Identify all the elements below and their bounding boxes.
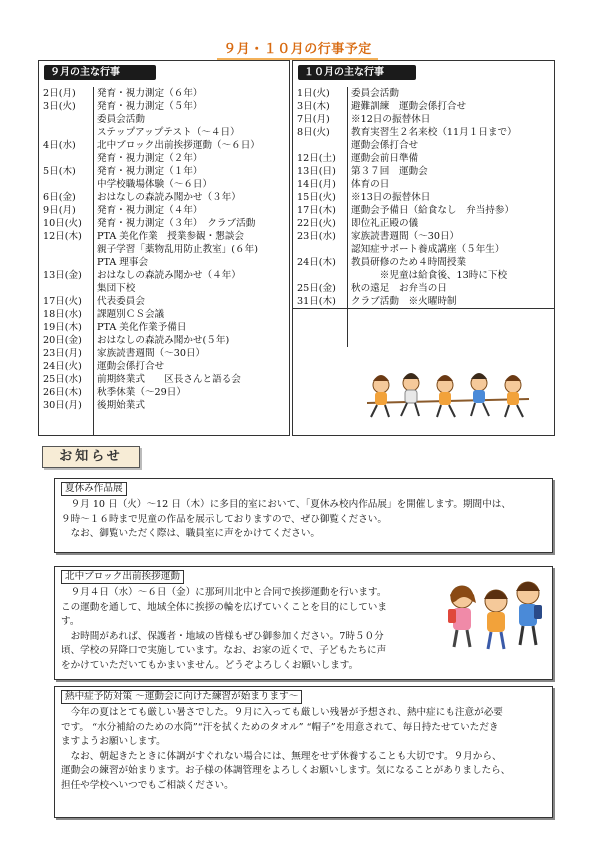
schedule-row [293, 100, 554, 113]
schedule-row [39, 243, 289, 256]
schedule-date: 31日(木) [297, 296, 336, 307]
schedule-row [39, 100, 289, 113]
schedule-event: 認知症サポート養成講座（５年生） [351, 244, 505, 255]
schedule-row [39, 399, 289, 412]
child-figure-girl [448, 586, 476, 647]
child-figure-3 [437, 375, 455, 417]
notice-label: 北中ブロック出前挨拶運動 [61, 570, 184, 584]
schedule-date: 24日(火) [43, 361, 82, 372]
schedule-event: PTA 美化作業予備日 [97, 322, 187, 333]
schedule-row [39, 282, 289, 295]
schedule-row [39, 191, 289, 204]
schedule-event: 体育の日 [351, 179, 390, 190]
schedule-row [39, 126, 289, 139]
schedule-date: 20日(金) [43, 335, 82, 346]
page-title: ９月・１０月の行事予定 [0, 38, 595, 57]
schedule-row [293, 152, 554, 165]
schedule-event: おはなしの森読み聞かせ（４年） [97, 270, 241, 281]
schedule-date: 22日(火) [297, 218, 336, 229]
schedule-row [293, 295, 554, 308]
september-schedule [38, 60, 290, 436]
schedule-event: 発育・視力測定（１年） [97, 166, 203, 177]
schedule-date: 3日(木) [297, 101, 330, 112]
september-header: ９月の主な行事 [44, 65, 156, 80]
schedule-date: 23日(月) [43, 348, 82, 359]
schedule-date: 3日(火) [43, 101, 76, 112]
schedule-event: 中学校職場体験（～６日） [97, 179, 213, 190]
schedule-event: 委員会活動 [351, 88, 399, 99]
schedule-row [293, 256, 554, 269]
schedule-row [39, 256, 289, 269]
schedule-row [293, 204, 554, 217]
schedule-row [39, 178, 289, 191]
schedule-date: 17日(火) [43, 296, 82, 307]
schedule-row [39, 334, 289, 347]
schedule-event: 教員研修のため４時間授業 [351, 257, 467, 268]
october-rows [293, 87, 554, 308]
schedule-event: クラブ活動 ※火曜時制 [351, 296, 457, 307]
schedule-row [293, 269, 554, 282]
schedule-row [39, 269, 289, 282]
schedule-row [39, 165, 289, 178]
tug-of-war-illustration [363, 361, 533, 421]
schedule-date: 30日(月) [43, 400, 82, 411]
schedule-event: 即位礼正殿の儀 [351, 218, 419, 229]
schedule-event: PTA 理事会 [97, 257, 149, 268]
schedule-event: 避難訓練 運動会係打合せ [351, 101, 467, 112]
schedule-row [293, 217, 554, 230]
schedule-event: 前期終業式 区長さんと語る会 [97, 374, 241, 385]
schedule-row [293, 178, 554, 191]
schedule-row [39, 295, 289, 308]
schedule-row [293, 230, 554, 243]
schedule-event: 発育・視力測定（５年） [97, 101, 203, 112]
schedule-date: 25日(金) [297, 283, 336, 294]
schedule-event: ステップアップテスト（～４日） [97, 127, 240, 138]
child-figure-2 [401, 373, 419, 416]
notice-label: 夏休み作品展 [61, 482, 127, 496]
schedule-event: 親子学習「薬物乱用防止教室」(６年) [97, 244, 258, 255]
september-rows [39, 87, 289, 412]
schedule-row [39, 87, 289, 100]
schedule-event: 課題別ＣＳ会議 [97, 309, 165, 320]
schedule-row [293, 139, 554, 152]
schedule-row [293, 126, 554, 139]
schedule-date: 26日(木) [43, 387, 82, 398]
schedule-date: 2日(月) [43, 88, 76, 99]
schedule-event: 発育・視力測定（３年） クラブ活動 [97, 218, 256, 229]
schedule-event: 秋季休業（～29日） [97, 387, 186, 398]
child-figure-1 [371, 375, 389, 417]
notice-box-exhibition [54, 478, 553, 553]
schedule-event: 発育・視力測定（６年） [97, 88, 203, 99]
schedule-row [39, 360, 289, 373]
schedule-date: 6日(金) [43, 192, 76, 203]
schedule-row [39, 204, 289, 217]
schedule-date: 23日(水) [297, 231, 336, 242]
schedule-row [39, 321, 289, 334]
schedule-event: 運動会予備日（給食なし 弁当持参） [351, 205, 515, 216]
schedule-date: 13日(金) [43, 270, 82, 281]
schedule-event: PTA 美化作業 授業参観・懇談会 [97, 231, 245, 242]
schedule-event: ※12日の振替休日 [351, 114, 431, 125]
schedule-row [293, 243, 554, 256]
schedule-row [293, 191, 554, 204]
child-figure-boy-orange [484, 590, 508, 649]
schedule-event: 発育・視力測定（４年） [97, 205, 203, 216]
october-schedule [292, 60, 555, 436]
schedule-event: 後期始業式 [97, 400, 145, 411]
notice-text: 今年の夏はとても厳しい暑さでした。９月に入っても厳しい残暑が予想され、熱中症にも注意が必要 です。 “水分補給のための水筒”“汗を拭くためのタオル” “帽子”を用意されて、毎日持たせていただき ますようお願いします。 なお、朝起きたときに体調がすぐれない場合には、無理をせず休養することも大切です。９月から、 運動会の練習が始まります。お子様の体調管理をよろしくお願いします。気になることがありましたら、 担任や学校へいつでもご相談ください。 [61, 707, 511, 791]
schedule-event: 発育・視力測定（２年） [97, 153, 203, 164]
schedule-event: 集団下校 [97, 283, 136, 294]
schedule-row [39, 217, 289, 230]
schedule-row [39, 308, 289, 321]
schedule-date: 14日(月) [297, 179, 336, 190]
schedule-row [39, 139, 289, 152]
october-header: １０月の主な行事 [298, 65, 416, 80]
child-figure-5 [505, 375, 523, 417]
schedule-date: 9日(月) [43, 205, 76, 216]
schedule-date: 19日(木) [43, 322, 82, 333]
schedule-date: 10日(火) [43, 218, 82, 229]
schedule-row [39, 373, 289, 386]
schedule-row [293, 165, 554, 178]
schedule-date: 12日(土) [297, 153, 336, 164]
schedule-date: 12日(木) [43, 231, 82, 242]
schedule-date: 18日(水) [43, 309, 82, 320]
schedule-date: 7日(月) [297, 114, 330, 125]
schedule-event: 運動会係打合せ [351, 140, 419, 151]
schedule-row [293, 87, 554, 100]
schedule-row [39, 152, 289, 165]
schedule-event: 秋の遠足 お弁当の日 [351, 283, 447, 294]
notice-label: 熱中症予防対策 ～運動会に向けた練習が始まります～ [61, 690, 302, 704]
child-figure-4 [471, 373, 489, 416]
schedule-date: 4日(水) [43, 140, 76, 151]
notice-box-heatstroke [54, 686, 553, 818]
schedule-event: おはなしの森読み聞かせ(５年) [97, 335, 230, 346]
schedule-event: 教育実習生２名来校（11月１日まで） [351, 127, 517, 138]
schedule-row [293, 113, 554, 126]
schedule-event: 運動会係打合せ [97, 361, 165, 372]
schedule-event: ※児童は給食後、13時に下校 [351, 270, 508, 281]
schedule-row [39, 347, 289, 360]
children-walking-illustration [434, 579, 546, 651]
notice-text: ９月 10 日（火）～12 日（木）に多目的室において、「夏休み校内作品展」を開催します。期間中は、 ９時～１６時まで児童の作品を展示しておりますので、ぜひ御覧ください。 なお、御覧いただく際は、職員室に声をかけてください。 [61, 499, 511, 539]
child-figure-boy-blue [516, 582, 542, 645]
schedule-event: おはなしの森読み聞かせ（３年） [97, 192, 241, 203]
schedule-row [39, 113, 289, 126]
notice-text: ９月４日（水）～６日（金）に那珂川北中と合同で挨拶運動を行います。 この運動を通して、地域全体に挨拶の輪を広げていくことを目的にしていま す。 お時間があれば、保護者・地域の皆様もぜひ御参加ください。7時５０分 頃、学校の昇降口で実施しています。なお、お家の近くで、子どもたちに声 をかけていただいてもかまいません。どうぞよろしくお願いします。 [61, 587, 387, 671]
schedule-event: 第３７回 運動会 [351, 166, 428, 177]
schedule-date: 17日(木) [297, 205, 336, 216]
notices-title: お知らせ [42, 446, 140, 468]
schedule-event: 北中ブロック出前挨拶運動（～６日） [97, 140, 260, 151]
schedule-date: 5日(木) [43, 166, 76, 177]
schedule-date: 25日(水) [43, 374, 82, 385]
schedule-event: ※13日の振替休日 [351, 192, 431, 203]
schedule-row [293, 282, 554, 295]
schedule-date: 8日(火) [297, 127, 330, 138]
schedule-row [39, 230, 289, 243]
schedule-date: 24日(木) [297, 257, 336, 268]
schedule-event: 委員会活動 [97, 114, 145, 125]
schedule-row [39, 386, 289, 399]
schedule-event: 運動会前日準備 [351, 153, 419, 164]
schedule-event: 家族読書週間（～30日） [97, 348, 206, 359]
schedule-date: 1日(火) [297, 88, 330, 99]
schedule-date: 15日(火) [297, 192, 336, 203]
schedule-event: 代表委員会 [97, 296, 145, 307]
schedule-date: 13日(日) [297, 166, 336, 177]
schedule-event: 家族読書週間（～30日） [351, 231, 460, 242]
